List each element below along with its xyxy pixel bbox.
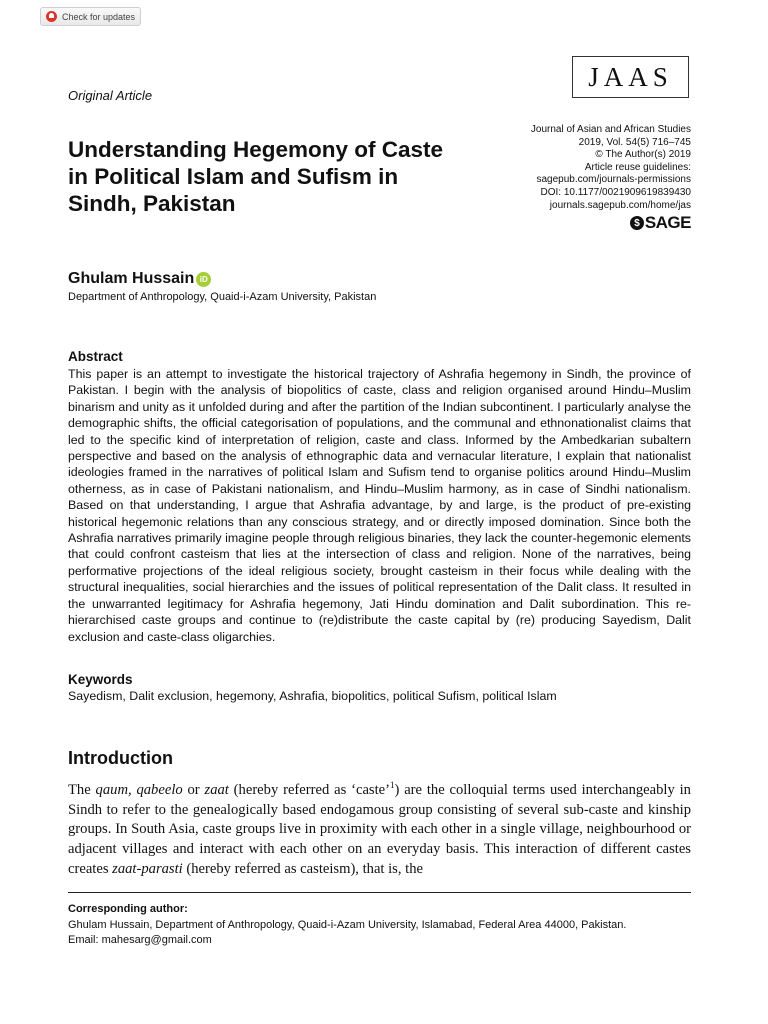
journal-logo: JAAS bbox=[572, 56, 689, 98]
keywords-heading: Keywords bbox=[68, 672, 133, 687]
article-type: Original Article bbox=[68, 88, 153, 103]
journal-home-link[interactable]: journals.sagepub.com/home/jas bbox=[549, 199, 691, 211]
footnote-marker[interactable]: 1 bbox=[390, 780, 395, 790]
keywords-text: Sayedism, Dalit exclusion, hegemony, Ashrafia, biopolitics, political Sufism, political Islam bbox=[68, 689, 557, 703]
publisher-name: SAGE bbox=[644, 213, 691, 232]
check-for-updates-badge[interactable] bbox=[40, 7, 141, 26]
intro-text-5: (hereby referred as casteism), that is, the bbox=[182, 861, 423, 878]
journal-name: Journal of Asian and African Studies bbox=[530, 124, 691, 135]
doi[interactable]: DOI: 10.1177/0021909619839430 bbox=[540, 186, 691, 198]
author-name: Ghulam Hussain bbox=[68, 270, 195, 287]
journal-volume: 2019, Vol. 54(5) 716–745 bbox=[578, 136, 691, 148]
author-affiliation: Department of Anthropology, Quaid-i-Azam University, Pakistan bbox=[68, 291, 377, 303]
abstract-text: This paper is an attempt to investigate the historical trajectory of Ashrafia hegemony in Sindh, the province of Pakistan. I begin with the analysis of biopolitics of caste, class and religion organised around Hindu–Muslim binarism and unity as it unfolded during and after the partition of the Indian subcontinent. I particularly analyse the demographic shifts, the official categorisation of populations, and the communal and ethnonationalist claims that led to the specific kind of interpretation of religion, caste and class. Informed by the Ambedkarian subaltern perspective and based on the analysis of ethnographic data and vernacular literature, I explain that nationalist ideologies framed in the narratives of political Islam and Sufism tend to organise politics around Hindu–Muslim otherness, as in case of Pakistani nationalism, and Hindu–Muslim harmony, as in case of Sindhi nationalism. Based on that understanding, I argue that Ashrafia advantage, by and large, is the product of pre-existing historical hegemonic relations than any conscious strategy, and or directly imposed domination. Since both the Ashrafia narratives primarily imagine people through religious binaries, they lack the counter-hegemonic elements that could confront casteism that lies at the intersection of class and religion. None of the narratives, being performative projections of the ideal religious society, brought casteism in their focus while dealing with the structural inequalities, social hierarchies and the issues of political representation of the Dalit class. It resulted in the unwarranted legitimacy for Ashrafia hegemony, Jati Hindu domination and Dalit subordination. This re-hierarchised caste groups and continue to (re)distribute the caste capital by (re) producing Sayedism, Dalit exclusion and caste-class oligarchies. bbox=[68, 367, 691, 644]
reuse-label: Article reuse guidelines: bbox=[584, 161, 691, 173]
intro-text-4: ) are the colloquial terms used interchangeably in Sindh to refer to the genealogically based endogamous group consisting of several sub-caste and kinship groups. In South Asia, caste groups live in proximity with each other in a single village, neighbourhood or adjacent villages and interact with each other on an everyday basis. This interaction of different castes creates bbox=[68, 781, 691, 878]
intro-text-3: (hereby referred as ‘caste’ bbox=[228, 781, 390, 798]
update-icon bbox=[46, 11, 57, 22]
corresponding-author-details bbox=[68, 918, 626, 947]
corresponding-author-email[interactable]: Email: mahesarg@gmail.com bbox=[68, 933, 212, 946]
permissions-link[interactable]: sagepub.com/journals-permissions bbox=[536, 174, 691, 186]
author bbox=[68, 270, 211, 288]
publisher-logo bbox=[630, 213, 691, 233]
copyright: © The Author(s) 2019 bbox=[595, 149, 691, 161]
introduction-paragraph bbox=[68, 776, 691, 880]
article-title: Understanding Hegemony of Caste in Political Islam and Sufism in Sindh, Pakistan bbox=[68, 137, 444, 216]
abstract-heading: Abstract bbox=[68, 349, 123, 364]
intro-term-qaum: qaum, qabeelo bbox=[95, 781, 183, 798]
intro-text-1: The bbox=[68, 781, 96, 798]
footer-divider bbox=[68, 892, 691, 893]
intro-term-zaat: zaat bbox=[204, 781, 229, 798]
corresponding-author-heading: Corresponding author: bbox=[68, 903, 188, 915]
check-for-updates-label: Check for updates bbox=[62, 11, 136, 22]
sage-s-icon: $ bbox=[630, 216, 644, 230]
intro-text-2: or bbox=[182, 781, 205, 798]
introduction-heading: Introduction bbox=[68, 748, 173, 768]
corresponding-author-address: Ghulam Hussain, Department of Anthropology, Quaid-i-Azam University, Islamabad, Federal Area 44000, Pakistan. bbox=[68, 919, 627, 931]
intro-term-zaat-parasti: zaat-parasti bbox=[112, 861, 183, 878]
journal-meta bbox=[531, 124, 691, 212]
orcid-icon[interactable]: iD bbox=[196, 272, 211, 287]
